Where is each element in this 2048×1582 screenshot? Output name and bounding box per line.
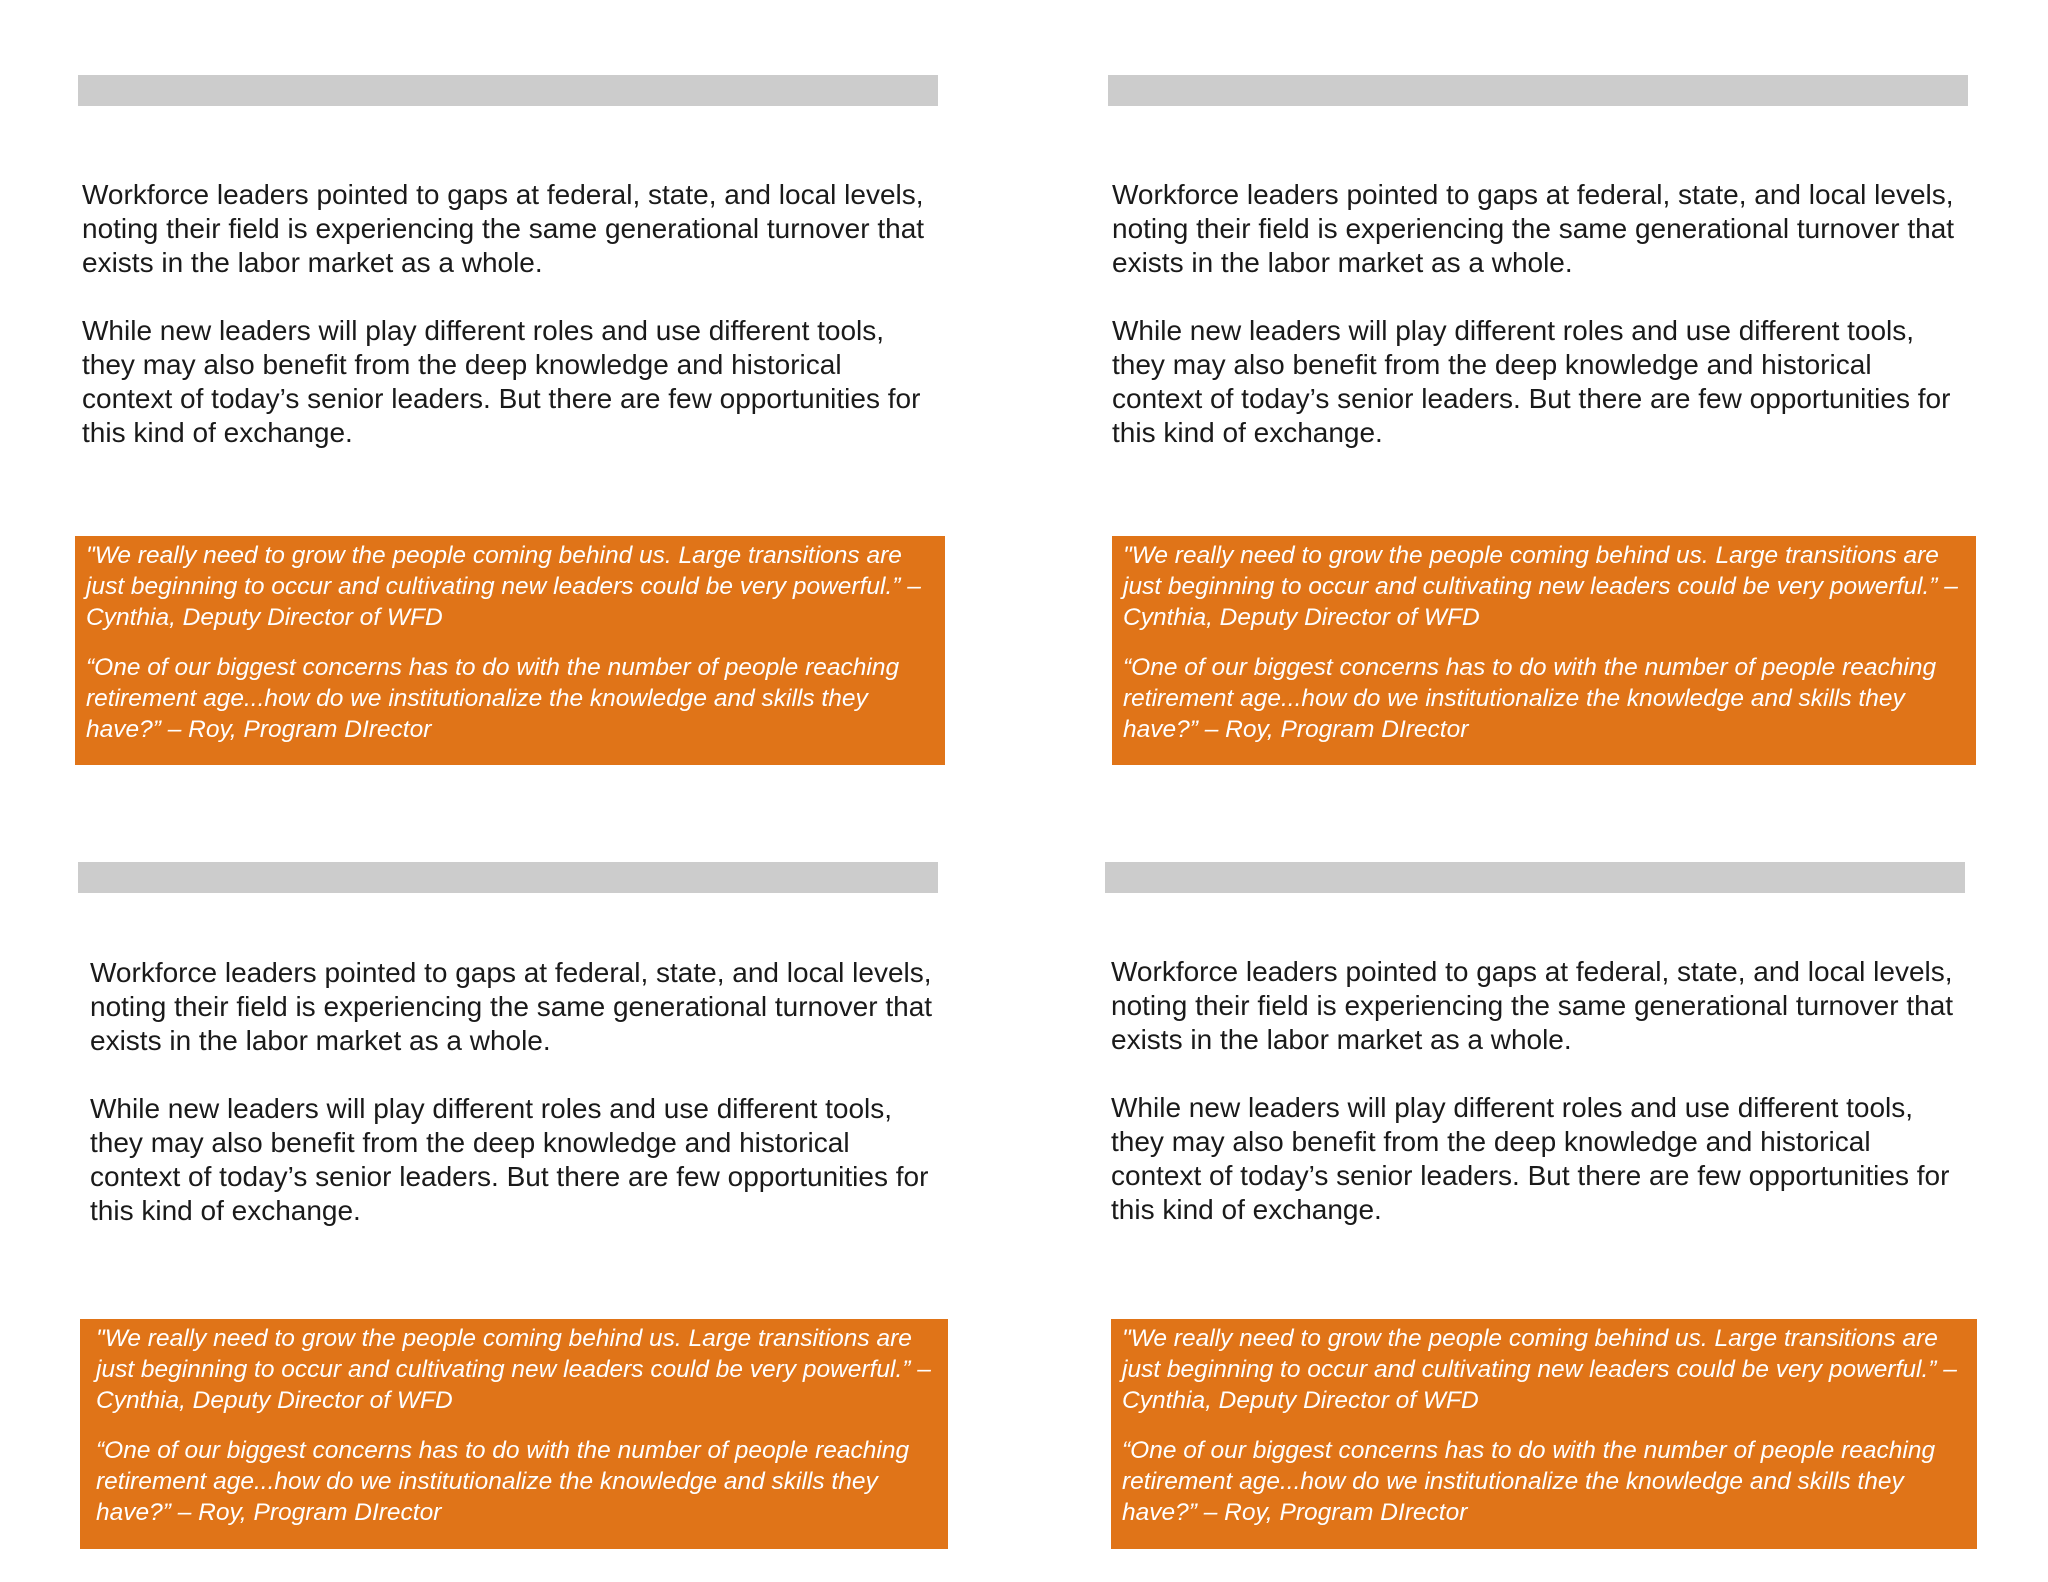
card-header-bar [78,75,938,106]
quote: "We really need to grow the people coming behind us. Large transitions are just beginning to occur and cultivating new leaders could be very powerful.” – Cynthia, Deputy Director of WFD [86,542,921,631]
card-body-text [90,956,940,1228]
quote-box [1111,1319,1977,1549]
card-body-text [1111,955,1961,1227]
paragraph: While new leaders will play different roles and use different tools, they may also benefit from the deep knowledge and historical context of today’s senior leaders. But there are few opportunities for this kind of exchange. [82,315,921,448]
quote-box [1112,536,1976,765]
quote: "We really need to grow the people coming behind us. Large transitions are just beginning to occur and cultivating new leaders could be very powerful.” – Cynthia, Deputy Director of WFD [96,1325,931,1414]
card-header-bar [1108,75,1968,106]
quote: "We really need to grow the people coming behind us. Large transitions are just beginning to occur and cultivating new leaders could be very powerful.” – Cynthia, Deputy Director of WFD [1123,542,1958,631]
paragraph: Workforce leaders pointed to gaps at federal, state, and local levels, noting their field is experiencing the same generational turnover that exists in the labor market as a whole. [82,179,925,278]
paragraph: Workforce leaders pointed to gaps at federal, state, and local levels, noting their field is experiencing the same generational turnover that exists in the labor market as a whole. [90,957,933,1056]
quote-box [75,536,945,765]
paragraph: Workforce leaders pointed to gaps at federal, state, and local levels, noting their field is experiencing the same generational turnover that exists in the labor market as a whole. [1111,956,1954,1055]
card-body-text [82,178,932,450]
quote: “One of our biggest concerns has to do with the number of people reaching retirement age...how do we institutionalize the knowledge and skills they have?” – Roy, Program DIrector [1123,654,1937,743]
paragraph: Workforce leaders pointed to gaps at federal, state, and local levels, noting their field is experiencing the same generational turnover that exists in the labor market as a whole. [1112,179,1955,278]
paragraph: While new leaders will play different roles and use different tools, they may also benefit from the deep knowledge and historical context of today’s senior leaders. But there are few opportunities for this kind of exchange. [1111,1092,1950,1225]
quote: “One of our biggest concerns has to do with the number of people reaching retirement age...how do we institutionalize the knowledge and skills they have?” – Roy, Program DIrector [86,654,900,743]
card-body-text [1112,178,1962,450]
quote: "We really need to grow the people coming behind us. Large transitions are just beginning to occur and cultivating new leaders could be very powerful.” – Cynthia, Deputy Director of WFD [1122,1325,1957,1414]
card-header-bar [78,862,938,893]
quote: “One of our biggest concerns has to do with the number of people reaching retirement age...how do we institutionalize the knowledge and skills they have?” – Roy, Program DIrector [1122,1437,1936,1526]
paragraph: While new leaders will play different roles and use different tools, they may also benefit from the deep knowledge and historical context of today’s senior leaders. But there are few opportunities for this kind of exchange. [90,1093,929,1226]
card-header-bar [1105,862,1965,893]
quote: “One of our biggest concerns has to do with the number of people reaching retirement age...how do we institutionalize the knowledge and skills they have?” – Roy, Program DIrector [96,1437,910,1526]
quote-box [80,1319,948,1549]
paragraph: While new leaders will play different roles and use different tools, they may also benefit from the deep knowledge and historical context of today’s senior leaders. But there are few opportunities for this kind of exchange. [1112,315,1951,448]
